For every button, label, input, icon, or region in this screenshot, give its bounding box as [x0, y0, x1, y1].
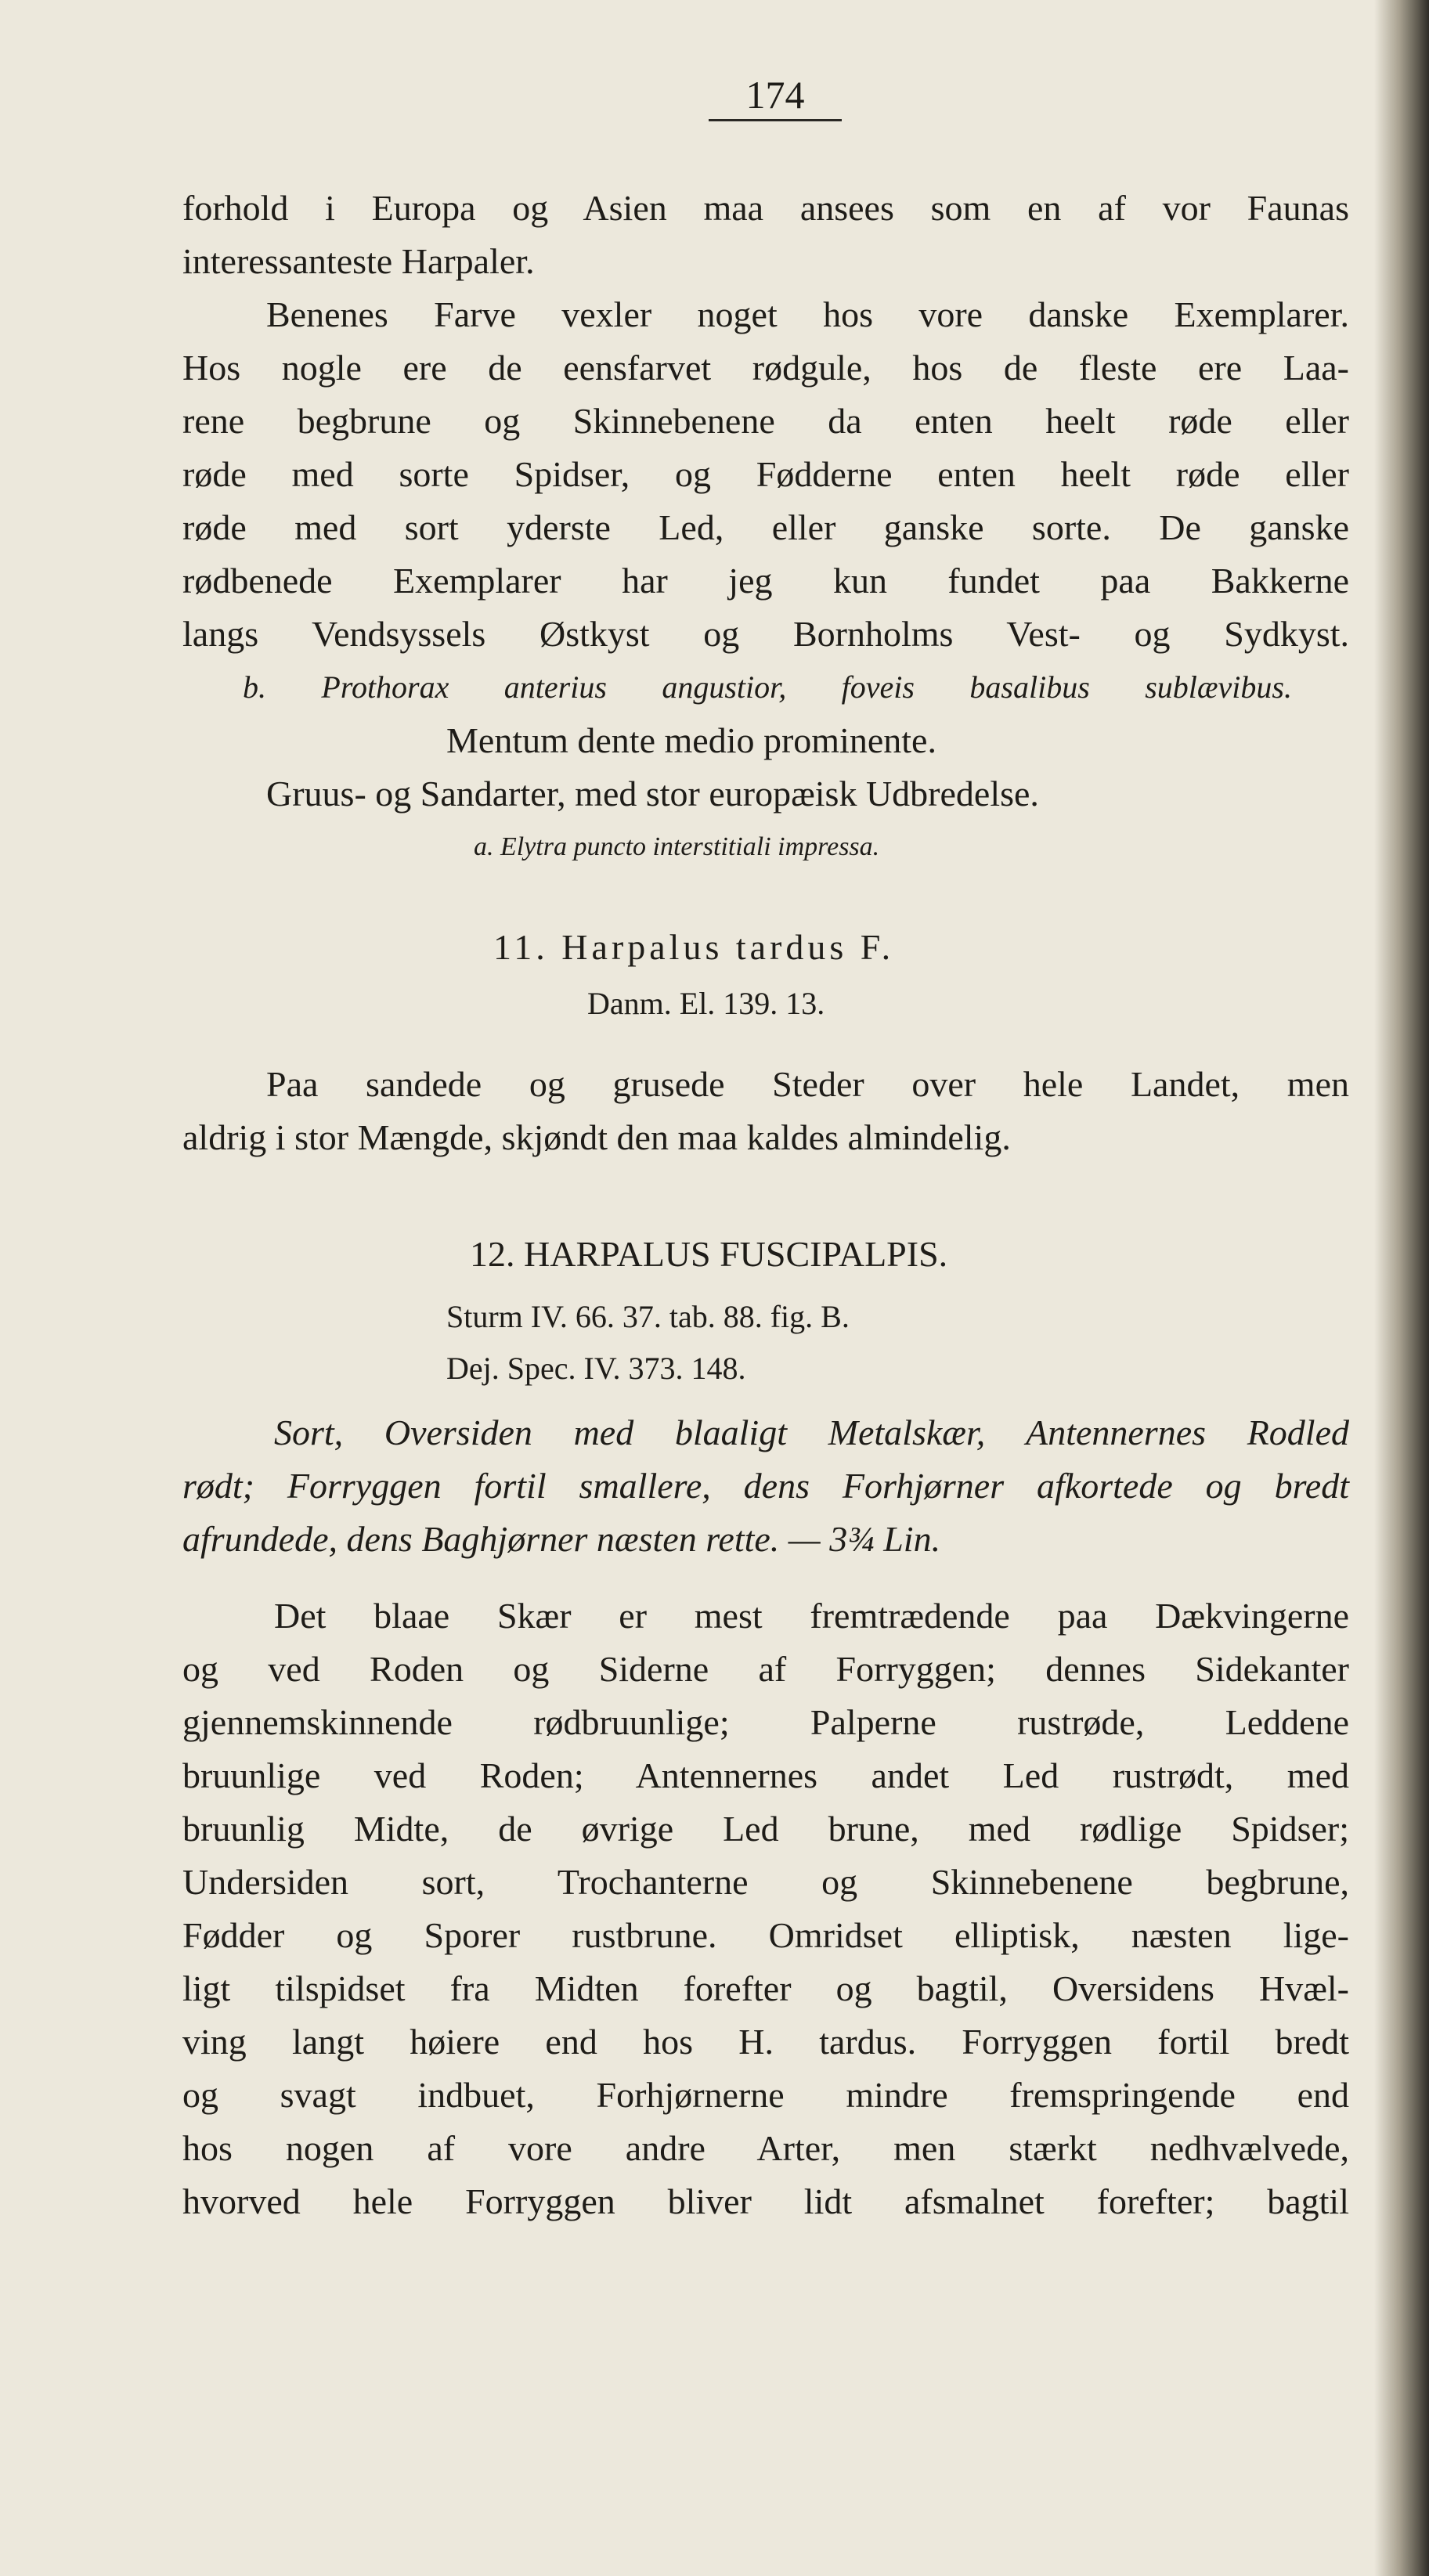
description-line-8: ligt tilspidset fra Midten forefter og bagtil, Oversidens Hvæl-: [182, 1968, 1349, 2008]
diagnosis-line-1: Sort, Oversiden med blaaligt Metalskær, Antennernes Rodled: [274, 1412, 1349, 1452]
description-line-12: hvorved hele Forryggen bliver lidt afsmalnet forefter; bagtil: [182, 2181, 1349, 2221]
description-line-1: Det blaae Skær er mest fremtrædende paa Dækvingerne: [274, 1596, 1349, 1636]
species-12-reference-dej: Dej. Spec. IV. 373. 148.: [446, 1351, 746, 1386]
text-line-7: røde med sort yderste Led, eller ganske sorte. De ganske: [182, 507, 1349, 547]
description-line-3: gjennemskinnende rødbruunlige; Palperne rustrøde, Leddene: [182, 1702, 1349, 1742]
description-line-7: Fødder og Sporer rustbrune. Omridset elliptisk, næsten lige-: [182, 1915, 1349, 1955]
text-line-paa: Paa sandede og grusede Steder over hele Landet, men: [266, 1064, 1349, 1104]
text-line-9: langs Vendsyssels Østkyst og Bornholms Vest- og Sydkyst.: [182, 614, 1349, 654]
description-line-6: Undersiden sort, Trochanterne og Skinnebenene begbrune,: [182, 1862, 1349, 1902]
diagnosis-line-3: afrundede, dens Baghjørner næsten rette. — 3¾ Lin.: [182, 1519, 941, 1559]
text-line-8: rødbenede Exemplarer har jeg kun fundet paa Bakkerne: [182, 561, 1349, 601]
description-line-2: og ved Roden og Siderne af Forryggen; dennes Sidekanter: [182, 1649, 1349, 1689]
species-11-heading: 11. Harpalus tardus F.: [493, 927, 895, 967]
species-11-reference: Danm. El. 139. 13.: [587, 986, 825, 1021]
description-line-9: ving langt høiere end hos H. tardus. Forryggen fortil bredt: [182, 2022, 1349, 2062]
text-line-5: rene begbrune og Skinnebenene da enten heelt røde eller: [182, 401, 1349, 441]
subsection-a-heading: a. Elytra puncto interstitiali impressa.: [474, 832, 880, 861]
description-line-11: hos nogen af vore andre Arter, men stærkt nedhvælvede,: [182, 2128, 1349, 2168]
text-line-aldrig: aldrig i stor Mængde, skjøndt den maa kaldes almindelig.: [182, 1117, 1011, 1157]
page-number: 174: [709, 72, 842, 121]
description-line-5: bruunlig Midte, de øvrige Led brune, med rødlige Spidser;: [182, 1809, 1349, 1849]
text-line-3: Benenes Farve vexler noget hos vore danske Exemplarer.: [266, 294, 1349, 334]
description-line-10: og svagt indbuet, Forhjørnerne mindre fremspringende end: [182, 2075, 1349, 2115]
text-line-4: Hos nogle ere de eensfarvet rødgule, hos de fleste ere Laa-: [182, 348, 1349, 388]
page-edge-shadow: [1374, 0, 1429, 2576]
species-12-reference-sturm: Sturm IV. 66. 37. tab. 88. fig. B.: [446, 1299, 850, 1334]
text-line-1: forhold i Europa og Asien maa ansees som en af vor Faunas: [182, 188, 1349, 228]
text-line-6: røde med sorte Spidser, og Fødderne enten heelt røde eller: [182, 454, 1349, 494]
text-line-mentum: Mentum dente medio prominente.: [446, 720, 936, 760]
diagnosis-line-2: rødt; Forryggen fortil smallere, dens Forhjørner afkortede og bredt: [182, 1466, 1349, 1506]
text-line-2: interessanteste Harpaler.: [182, 241, 535, 281]
text-line-gruus: Gruus- og Sandarter, med stor europæisk Udbredelse.: [266, 774, 1039, 814]
subsection-b-heading: b. Prothorax anterius angustior, foveis basalibus sublævibus.: [243, 669, 1292, 705]
species-12-heading: 12. HARPALUS FUSCIPALPIS.: [470, 1234, 948, 1274]
description-line-4: bruunlige ved Roden; Antennernes andet Led rustrødt, med: [182, 1755, 1349, 1795]
